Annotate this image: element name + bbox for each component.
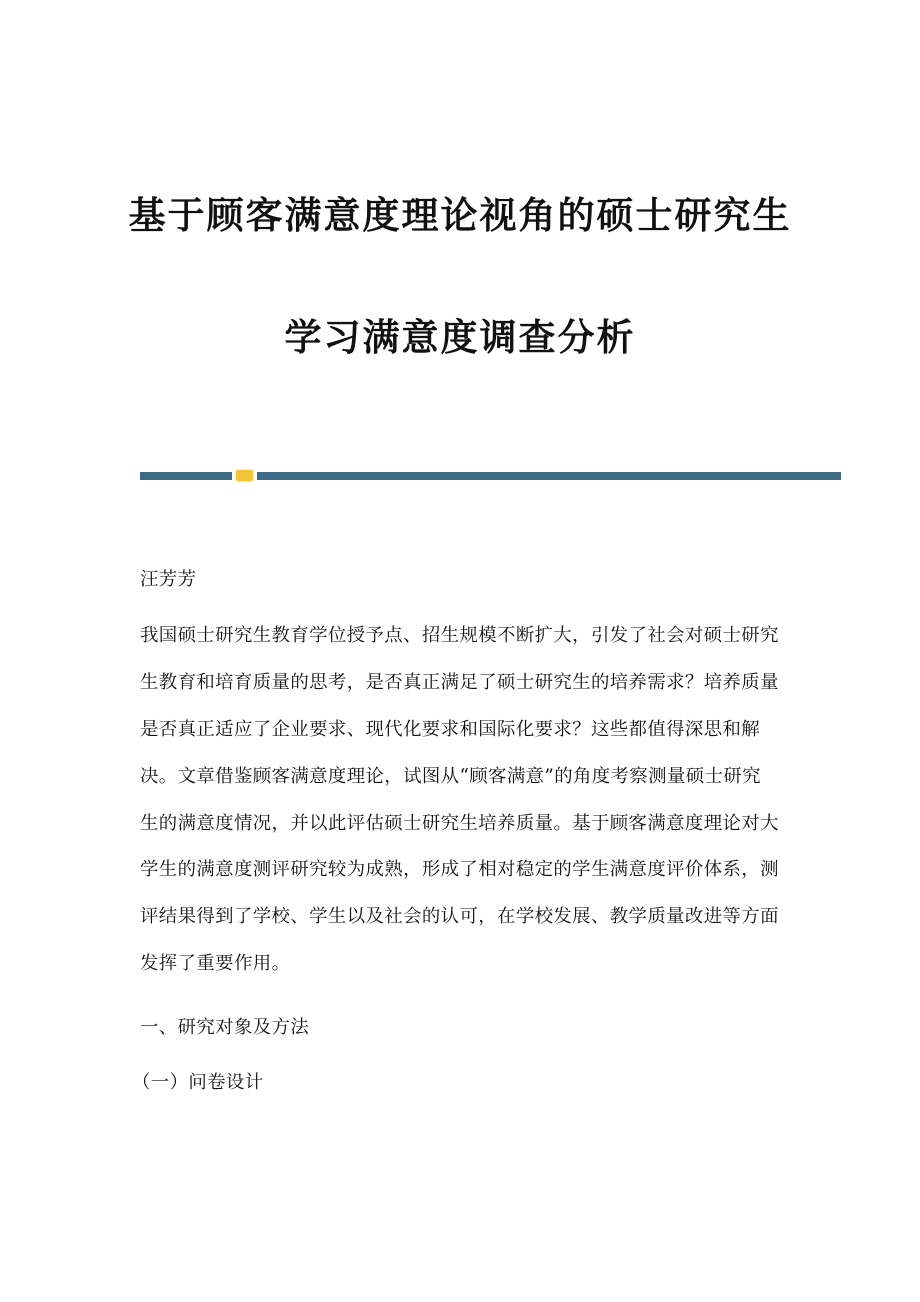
- abstract-line: 生的满意度情况，并以此评估硕士研究生培养质量。基于顾客满意度理论对大: [140, 813, 779, 834]
- abstract-line: 生教育和培育质量的思考，是否真正满足了硕士研究生的培养需求？培养质量: [140, 672, 779, 693]
- abstract-line: 决。文章借鉴顾客满意度理论，试图从“顾客满意”的角度考察测量硕士研究: [140, 766, 761, 787]
- divider-left: [140, 472, 232, 480]
- abstract-line: 发挥了重要作用。: [140, 953, 291, 974]
- section-heading: 一、研究对象及方法: [140, 1017, 310, 1038]
- abstract-line: 是否真正适应了企业要求、现代化要求和国际化要求？这些都值得深思和解: [140, 719, 761, 740]
- divider-right: [257, 472, 841, 480]
- abstract-line: 评结果得到了学校、学生以及社会的认可，在学校发展、教学质量改进等方面: [140, 906, 779, 927]
- abstract-line: 学生的满意度测评研究较为成熟，形成了相对稳定的学生满意度评价体系，测: [140, 859, 779, 880]
- abstract-line: 我国硕士研究生教育学位授予点、招生规模不断扩大，引发了社会对硕士研究: [140, 625, 779, 646]
- document-title-line-1: 基于顾客满意度理论视角的硕士研究生: [128, 193, 792, 237]
- document-title-line-2: 学习满意度调查分析: [284, 315, 636, 359]
- subsection-heading: （一）问卷设计: [132, 1072, 264, 1093]
- author: 汪芳芳: [140, 569, 197, 590]
- ornament-icon: [236, 470, 253, 481]
